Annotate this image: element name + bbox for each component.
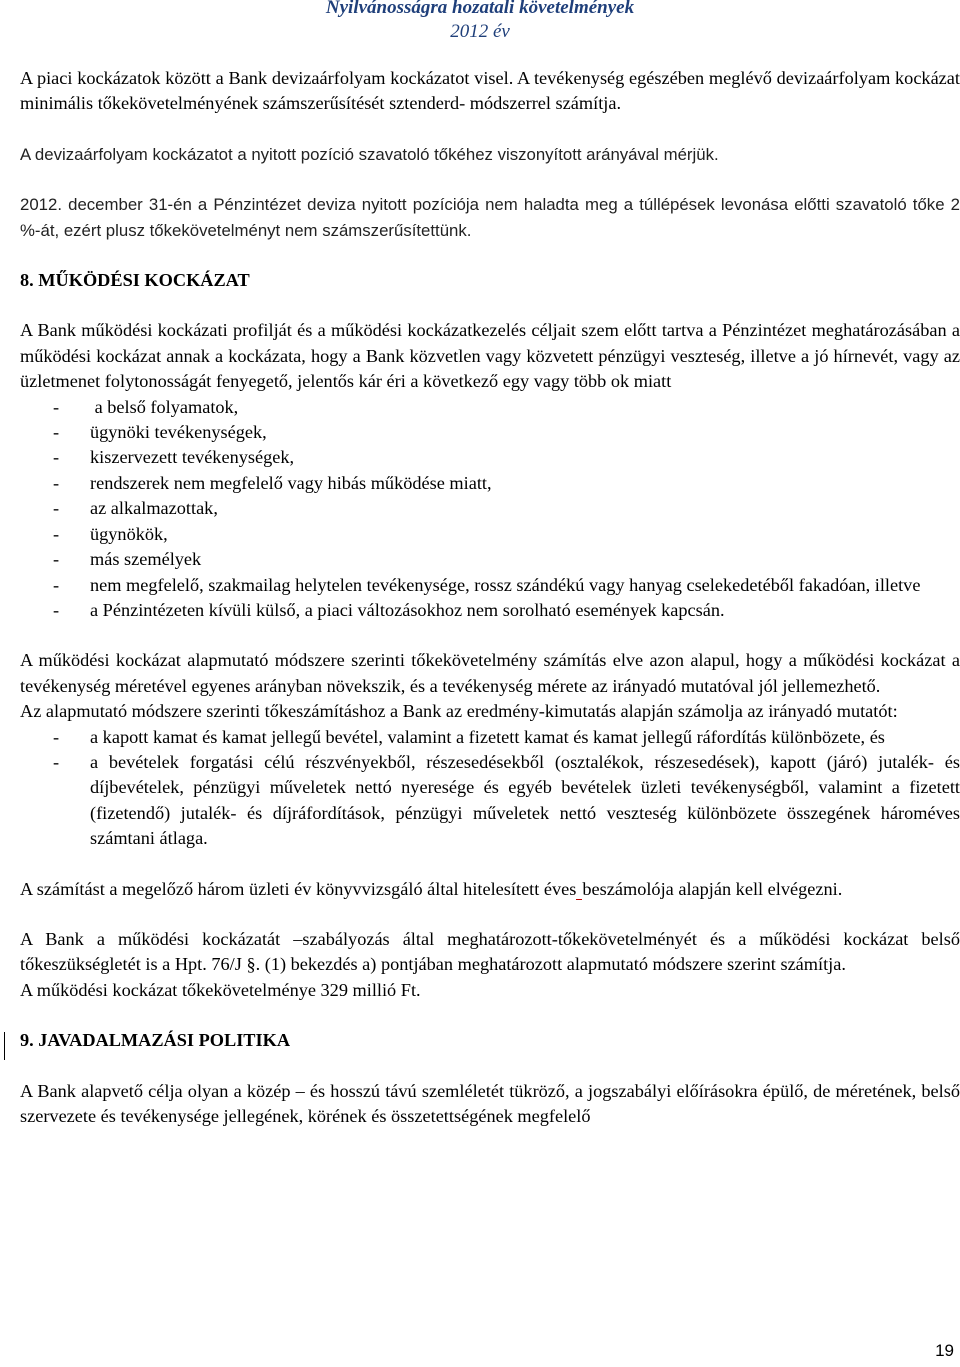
list-item: - ügynöki tevékenységek, [53, 422, 267, 443]
list-item: - a kapott kamat és kamat jellegű bevétel, valamint a fizetett kamat és kamat jellegű ráfordítás különbözete, és [53, 726, 885, 747]
list-item: - ügynökök, [53, 523, 168, 544]
regulation-paragraph: A Bank a működési kockázatát –szabályozás által meghatározott-tőkekövetelményét és a működési kockázat belső tőkeszükségletét is a Hpt. 76/J §. (1) bekezdés a) pontjában meghatározott alapmutató módszere szerint számítja. [20, 928, 960, 975]
operational-risk-intro: A Bank működési kockázati profilját és a működési kockázatkezelés céljait szem előtt tartva a Pénzintézet meghatározásában a működési kockázat annak a kockázata, hogy a Bank közvetlen vagy közvetett pénzügyi veszteség, illetve a jó hírnevét, vagy az üzletmenet folytonosságát fenyegető, jelentős kár éri a következő egy vagy több ok miatt [20, 320, 960, 392]
calculation-intro: Az alapmutató módszere szerinti tőkeszámításhoz a Bank az eredmény-kimutatás alapján számolja az irányadó mutatót: [20, 701, 898, 722]
risk-cause-list [20, 395, 960, 624]
fx-measure-paragraph: A devizaárfolyam kockázatot a nyitott pozíció szavatoló tőkéhez viszonyított arányával mérjük. [20, 144, 719, 164]
header-title: Nyilvánosságra hozatali követelmények [325, 0, 635, 18]
fx-risk-paragraph: A piaci kockázatok között a Bank devizaárfolyam kockázatot visel. A tevékenység egészében meglévő devizaárfolyam kockázat minimális tőkekövetelményének számszerűsítését sztenderd- módszerrel számítja. [20, 68, 960, 114]
fx-position-paragraph: 2012. december 31-én a Pénzintézet deviza nyitott pozíciója nem haladta meg a túllépések levonása előtti szavatoló tőke 2 %-át, ezért plusz tőkekövetelményt nem számszerűsítettünk. [20, 195, 960, 240]
list-item: - rendszerek nem megfelelő vagy hibás működése miatt, [53, 472, 492, 493]
calculation-list [20, 725, 960, 852]
list-item: - kiszervezett tevékenységek, [53, 447, 295, 468]
list-item: - az alkalmazottak, [53, 498, 218, 519]
list-item: - nem megfelelő, szakmailag helytelen tevékenysége, rossz szándékú vagy hanyag cselekedetéből fakadóan, illetve [53, 574, 921, 595]
section-8-heading: 8. MŰKÖDÉSI KOCKÁZAT [20, 270, 250, 291]
basic-indicator-paragraph: A működési kockázat alapmutató módszere szerinti tőkekövetelmény számítás elve azon alapul, hogy a működési kockázat a tevékenység méretével egyenes arányban növekszik, és a tevékenység mérete az irányadó mutatóval jól jellemezhető. [20, 650, 960, 696]
page-header [0, 0, 960, 44]
header-year: 2012 év [450, 21, 510, 42]
list-item: - más személyek [53, 549, 202, 570]
revision-change-bar [4, 1032, 5, 1060]
capital-requirement-line: A működési kockázat tőkekövetelménye 329 millió Ft. [20, 979, 421, 1000]
document-body [20, 66, 960, 1129]
remuneration-paragraph: A Bank alapvető célja olyan a közép – és hosszú távú szemléletét tükröző, a jogszabályi előírásokra épülő, de méretének, belső szervezete és tevékenysége jellegének, körének és összetettségének megfelelő [20, 1080, 960, 1126]
list-item: - a Pénzintézeten kívüli külső, a piaci változásokhoz nem sorolható események kapcsán. [53, 599, 725, 620]
audit-paragraph: A számítást a megelőző három üzleti év könyvvizsgáló által hitelesített éves beszámolója alapján kell elvégezni. [20, 878, 843, 899]
list-item: - a belső folyamatok, [53, 396, 239, 417]
page-number: 19 [935, 1341, 954, 1360]
list-item: - a bevételek forgatási célú részvényekből, részesedésekből (osztalékok, részesedések), kapott (járó) jutalék- és díjbevételek, pénzügyi műveletek nettó nyeresége és egyéb bevételek üzleti tevékenységből, valamint a fizetett (fizetendő) jutalék- és díjráfordítások, pénzügyi műveletek nettó veszteség különbözete összegének hároméves számtani átlaga. [53, 751, 960, 849]
section-9-heading: 9. JAVADALMAZÁSI POLITIKA [20, 1030, 291, 1051]
